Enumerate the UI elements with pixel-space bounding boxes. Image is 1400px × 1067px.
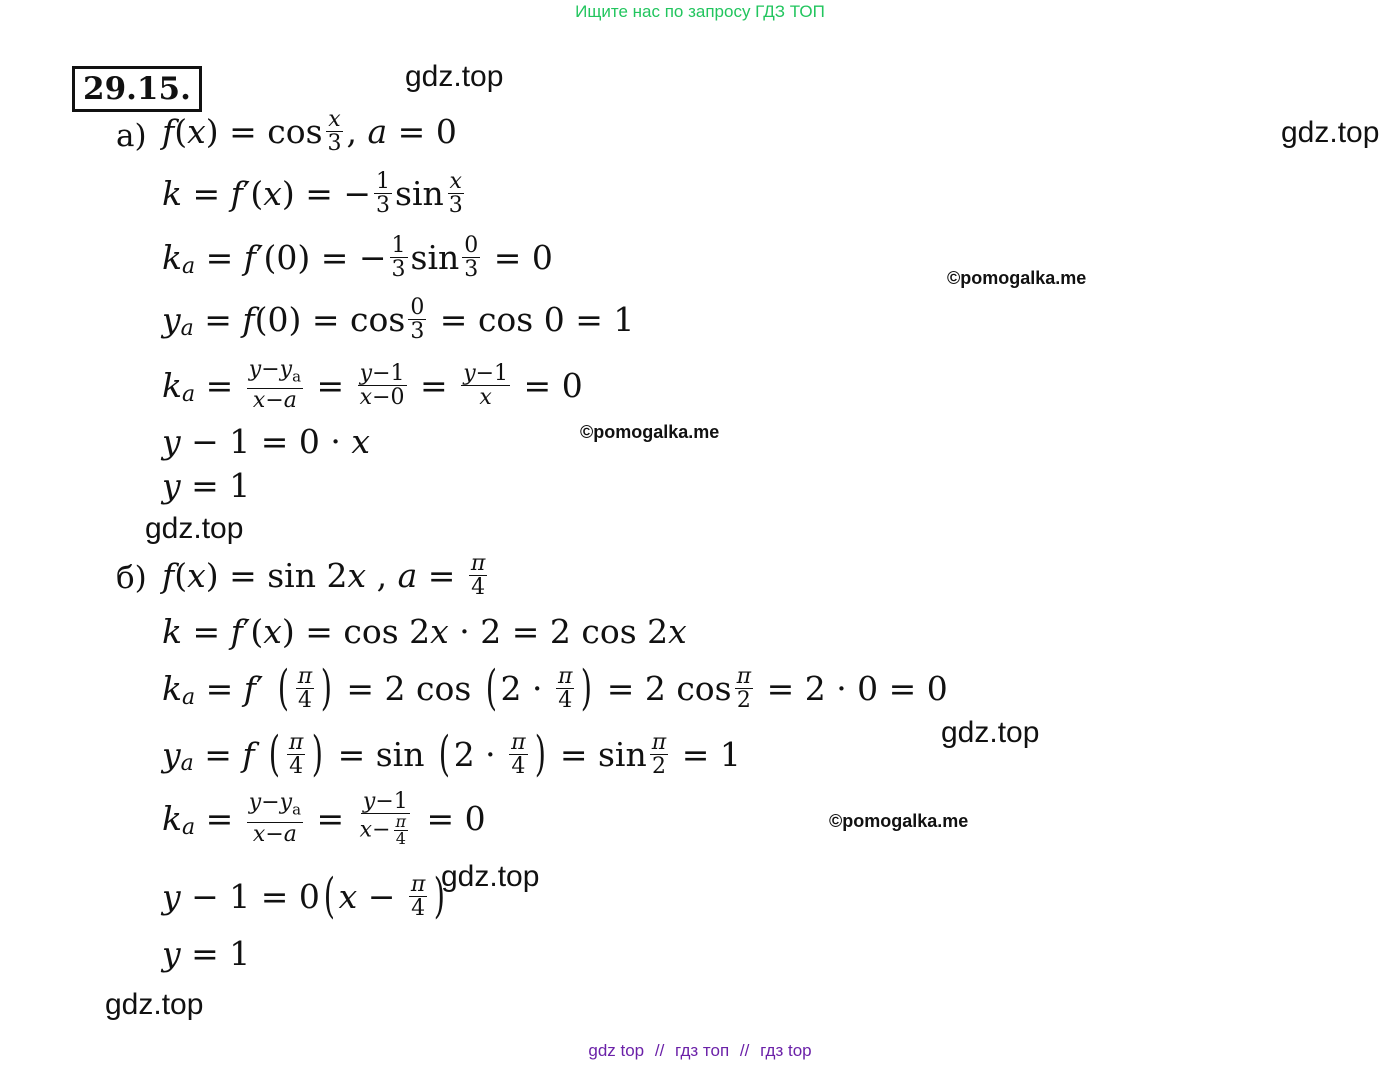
part-b-label: б): [116, 560, 147, 596]
watermark-gdz: gdz.top: [1281, 116, 1380, 149]
formula-b6: y − 1 = 0 ( x − $\frac{\pi}{4}$ ): [162, 868, 446, 924]
footer-link-gdz-top-ru[interactable]: гдз топ: [675, 1041, 730, 1060]
watermark-pomogalka: ©pomogalka.me: [947, 268, 1087, 288]
watermark-gdz: gdz.top: [941, 716, 1040, 749]
watermark-gdz: gdz.top: [145, 512, 244, 545]
watermark-gdz: gdz.top: [441, 860, 540, 893]
watermark-gdz: gdz.top: [105, 988, 204, 1021]
formula-a1: f ( x ) = cos $\frac{x}{3}$ , a = 0: [162, 107, 457, 156]
watermark-gdz: gdz.top: [405, 60, 504, 93]
formula-b3: k a = f ′ ( $\frac{\pi}{4}$ ) = 2 cos ( 2 · $\frac{\pi}{4}$ ) = 2 cos $\frac{\pi}{2}$ = 2 · 0 = 0: [162, 660, 948, 716]
problem-number: 29.15.: [72, 66, 202, 112]
formula-b4: y a = f ( $\frac{\pi}{4}$ ) = sin ( 2 · $\frac{\pi}{4}$ ) = sin $\frac{\pi}{2}$ = 1: [162, 726, 741, 782]
formula-a2: k = f ′( x ) = − $\frac{1}{3}$ sin $\frac{x}{3}$: [162, 169, 463, 218]
formula-a6: y − 1 = 0 · x: [162, 422, 371, 461]
formula-a5: k a = $\frac{y-y_a}{x-a}$ = $\frac{y-1}{x-0}$ = $\frac{y-1}{x}$ = 0: [162, 357, 583, 414]
footer-link-gdz-top-mixed[interactable]: гдз top: [760, 1041, 812, 1060]
formula-a3: k a = f ′(0) = − $\frac{1}{3}$ sin $\frac{0}{3}$ = 0: [162, 233, 553, 282]
watermark-pomogalka: ©pomogalka.me: [829, 811, 969, 831]
formula-b7: y = 1: [162, 934, 251, 973]
part-a-label: а): [116, 118, 147, 154]
footer-separator: //: [739, 1041, 750, 1060]
formula-a7: y = 1: [162, 466, 251, 505]
footer-link-gdz-top[interactable]: gdz top: [588, 1041, 645, 1060]
top-banner: Ищите нас по запросу ГДЗ ТОП: [575, 2, 825, 21]
watermark-pomogalka: ©pomogalka.me: [580, 422, 720, 442]
formula-b2: k = f ′( x ) = cos 2 x · 2 = 2 cos 2 x: [162, 612, 687, 651]
footer-separator: //: [654, 1041, 665, 1060]
formula-b1: f ( x ) = sin 2 x , a = $\frac{\pi}{4}$: [162, 551, 486, 600]
formula-b5: k a = $\frac{y-y_a}{x-a}$ = y−1 x− $\frac{\pi}{4}$ = 0: [162, 789, 486, 848]
formula-a4: y a = f (0) = cos $\frac{0}{3}$ = cos 0 = 1: [162, 295, 635, 344]
footer-links: [0, 1041, 1400, 1061]
